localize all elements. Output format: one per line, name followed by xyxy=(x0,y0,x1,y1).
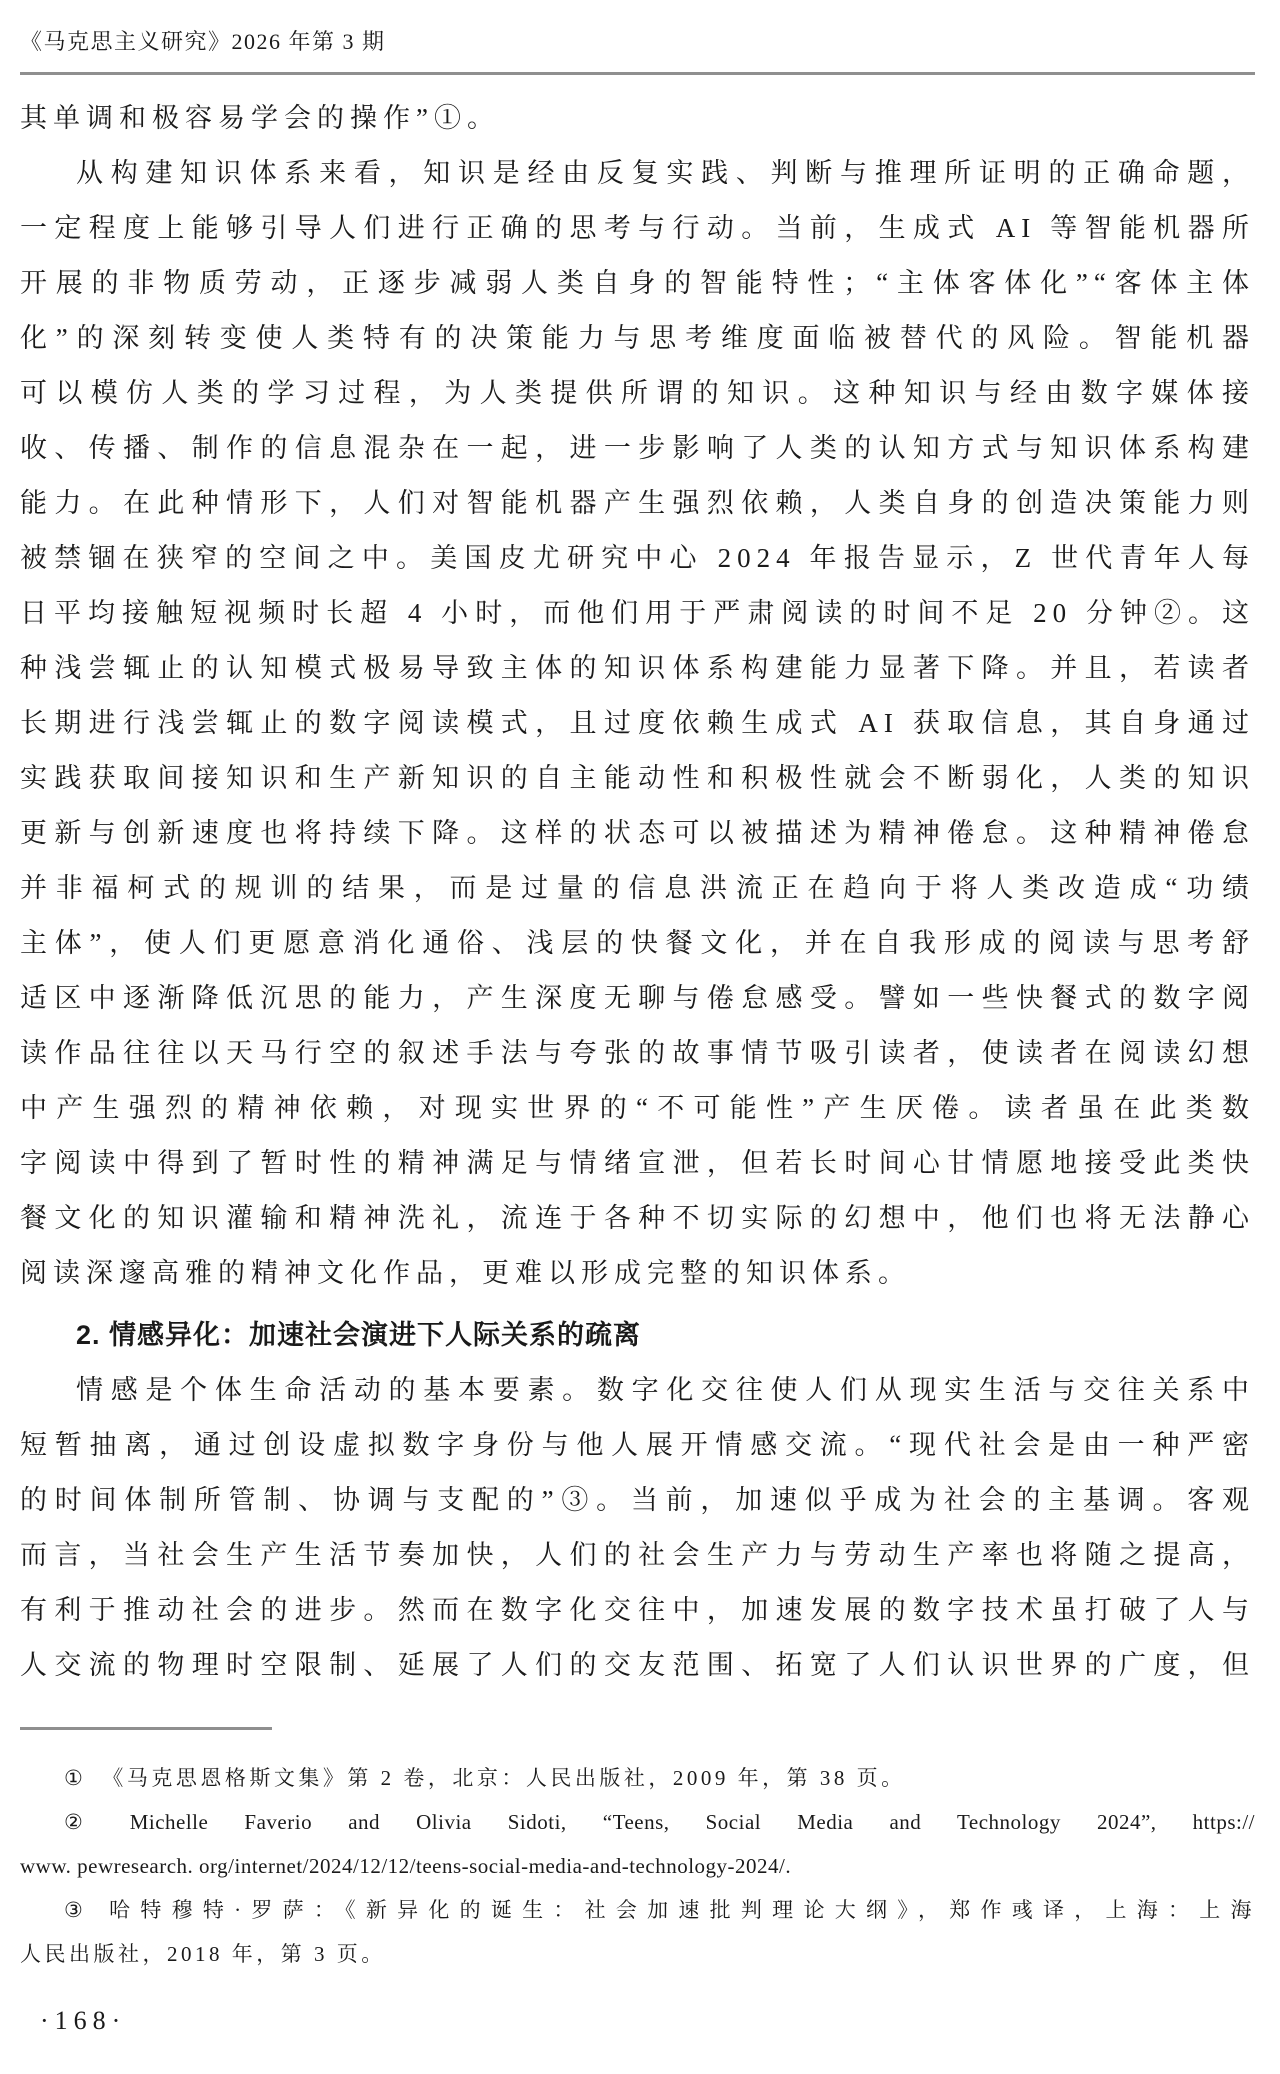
footnote-line xyxy=(20,1800,1255,1844)
body-text-line: 能力。在此种情形下，人们对智能机器产生强烈依赖，人类自身的创造决策能力则 xyxy=(20,488,1255,518)
body-text-line: 其单调和极容易学会的操作”①。 xyxy=(20,103,500,133)
body-text-line: 一定程度上能够引导人们进行正确的思考与行动。当前，生成式 AI 等智能机器所 xyxy=(20,213,1255,243)
footnote-separator-rule xyxy=(20,1727,272,1730)
body-text-line: 开展的非物质劳动，正逐步减弱人类自身的智能特性；“主体客体化”“客体主体 xyxy=(20,268,1255,298)
footnotes xyxy=(20,1756,1255,1976)
body-text-line: 的时间体制所管制、协调与支配的”③。当前，加速似乎成为社会的主基调。客观 xyxy=(20,1485,1255,1515)
journal-header-line: 《马克思主义研究》2026 年第 3 期 xyxy=(20,29,386,54)
header-rule xyxy=(20,72,1255,75)
body-text-line: 适区中逐渐降低沉思的能力，产生深度无聊与倦怠感受。譬如一些快餐式的数字阅 xyxy=(20,983,1255,1013)
footnote-line xyxy=(20,1756,1255,1800)
body-text-line: 被禁锢在狭窄的空间之中。美国皮尤研究中心 2024 年报告显示，Z 世代青年人每 xyxy=(20,543,1255,573)
footnote-marker: ② xyxy=(64,1810,114,1834)
body-text-line: 长期进行浅尝辄止的数字阅读模式，且过度依赖生成式 AI 获取信息，其自身通过 xyxy=(20,708,1255,738)
body-text-line: 从构建知识体系来看，知识是经由反复实践、判断与推理所证明的正确命题， xyxy=(76,158,1255,188)
footnote-line: 人民出版社，2018 年，第 3 页。 xyxy=(20,1942,386,1966)
body-text-line: 更新与创新速度也将持续下降。这样的状态可以被描述为精神倦怠。这种精神倦怠 xyxy=(20,818,1255,848)
body-text-line: 字阅读中得到了暂时性的精神满足与情绪宣泄，但若长时间心甘情愿地接受此类快 xyxy=(20,1148,1255,1178)
body-text-line: 收、传播、制作的信息混杂在一起，进一步影响了人类的认知方式与知识体系构建 xyxy=(20,433,1255,463)
body-text-line: 实践获取间接知识和生产新知识的自主能动性和积极性就会不断弱化，人类的知识 xyxy=(20,763,1255,793)
footnote-line: www. pewresearch. org/internet/2024/12/12/teens-social-media-and-technology-2024/. xyxy=(20,1854,792,1878)
footnote-text: Michelle Faverio and Olivia Sidoti, “Teens, Social Media and Technology 2024”, https:// xyxy=(129,1810,1255,1834)
body-text-line: 中产生强烈的精神依赖，对现实世界的“不可能性”产生厌倦。读者虽在此类数 xyxy=(20,1093,1255,1123)
body-text-line: 而言，当社会生产生活节奏加快，人们的社会生产力与劳动生产率也将随之提高， xyxy=(20,1540,1255,1570)
body-text-line: 情感是个体生命活动的基本要素。数字化交往使人们从现实生活与交往关系中 xyxy=(76,1375,1255,1405)
body-text-line: 阅读深邃高雅的精神文化作品，更难以形成完整的知识体系。 xyxy=(20,1258,911,1288)
body-text-line: 人交流的物理时空限制、延展了人们的交友范围、拓宽了人们认识世界的广度，但 xyxy=(20,1650,1255,1680)
body-text-line: 主体”，使人们更愿意消化通俗、浅层的快餐文化，并在自我形成的阅读与思考舒 xyxy=(20,928,1255,958)
body-text-line: 有利于推动社会的进步。然而在数字化交往中，加速发展的数字技术虽打破了人与 xyxy=(20,1595,1255,1625)
body-text-line: 化”的深刻转变使人类特有的决策能力与思考维度面临被替代的风险。智能机器 xyxy=(20,323,1255,353)
section-heading: 2. 情感异化：加速社会演进下人际关系的疏离 xyxy=(76,1320,642,1350)
body-text-line: 日平均接触短视频时长超 4 小时，而他们用于严肃阅读的时间不足 20 分钟②。这 xyxy=(20,598,1255,628)
body-text-line: 读作品往往以天马行空的叙述手法与夸张的故事情节吸引读者，使读者在阅读幻想 xyxy=(20,1038,1255,1068)
body-text-line: 可以模仿人类的学习过程，为人类提供所谓的知识。这种知识与经由数字媒体接 xyxy=(20,378,1255,408)
article-body xyxy=(20,91,1255,1693)
body-text-line: 餐文化的知识灌输和精神洗礼，流连于各种不切实际的幻想中，他们也将无法静心 xyxy=(20,1203,1255,1233)
page-number: ·168· xyxy=(40,2006,127,2035)
footnote-line xyxy=(20,1888,1255,1932)
footnote-text: 《马克思恩格斯文集》第 2 卷，北京：人民出版社，2009 年，第 38 页。 xyxy=(102,1766,906,1790)
body-text-line: 并非福柯式的规训的结果，而是过量的信息洪流正在趋向于将人类改造成“功绩 xyxy=(20,873,1255,903)
footnote-text: 哈特穆特·罗萨：《新异化的诞生：社会加速批判理论大纲》，郑作彧译，上海：上海 xyxy=(109,1898,1256,1922)
body-text-line: 短暂抽离，通过创设虚拟数字身份与他人展开情感交流。“现代社会是由一种严密 xyxy=(20,1430,1255,1460)
footnote-marker: ③ xyxy=(64,1898,94,1922)
footnote-marker: ① xyxy=(64,1766,87,1790)
body-text-line: 种浅尝辄止的认知模式极易导致主体的知识体系构建能力显著下降。并且，若读者 xyxy=(20,653,1255,683)
